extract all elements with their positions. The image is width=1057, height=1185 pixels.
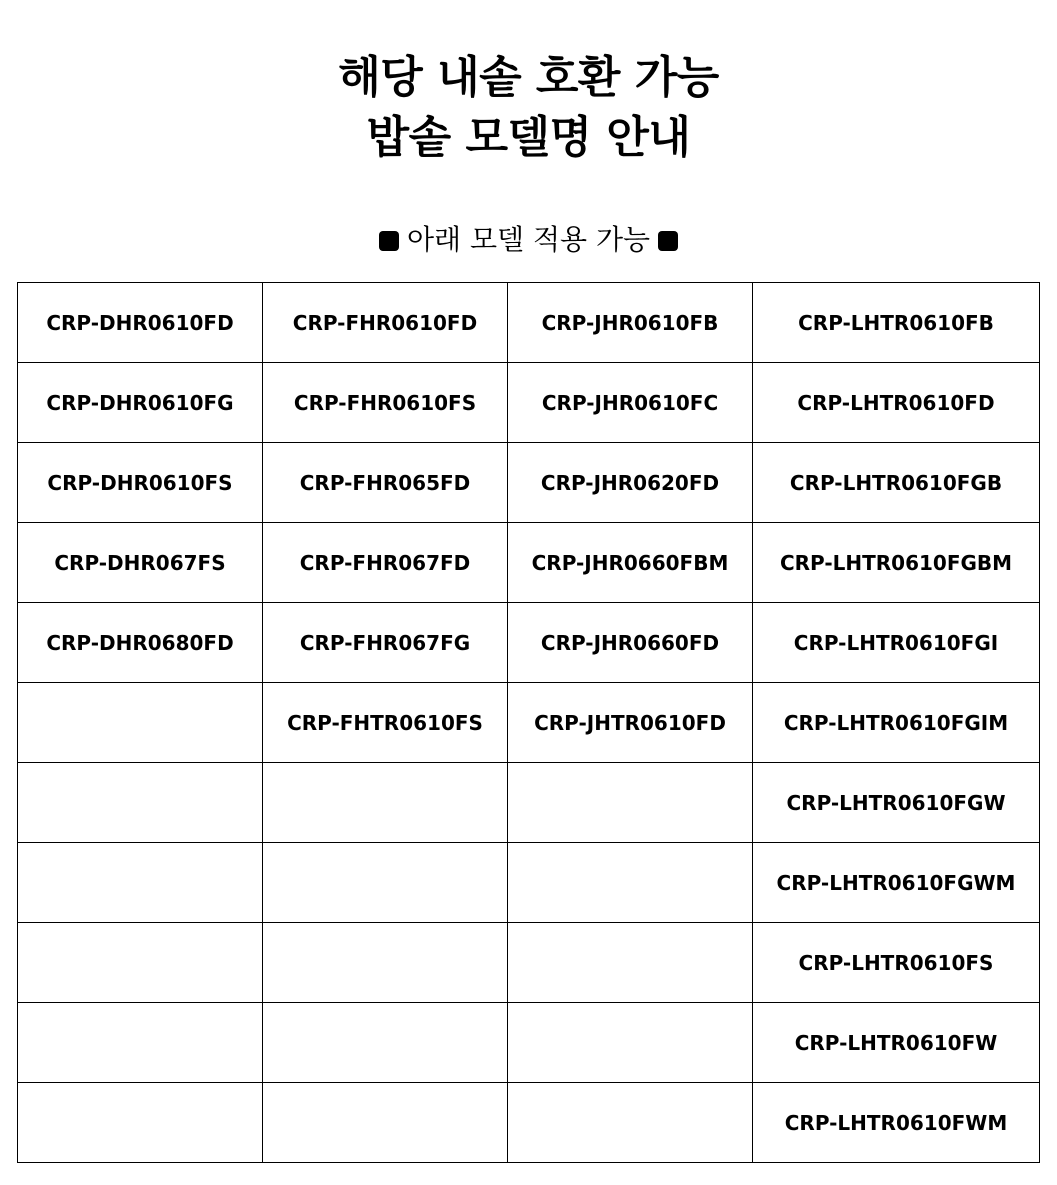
model-cell: CRP-DHR0610FG bbox=[18, 363, 263, 443]
model-cell: CRP-JHR0660FBM bbox=[508, 523, 753, 603]
model-cell: CRP-JHR0660FD bbox=[508, 603, 753, 683]
model-cell bbox=[18, 763, 263, 843]
subtitle-text: 아래 모델 적용 가능 bbox=[406, 223, 651, 256]
model-cell bbox=[508, 1003, 753, 1083]
model-cell: CRP-LHTR0610FGB bbox=[753, 443, 1040, 523]
model-cell: CRP-LHTR0610FGI bbox=[753, 603, 1040, 683]
model-cell bbox=[508, 923, 753, 1003]
model-cell: CRP-LHTR0610FGW bbox=[753, 763, 1040, 843]
table-row bbox=[18, 763, 1040, 843]
model-cell: CRP-JHR0610FC bbox=[508, 363, 753, 443]
title-line-1: 해당 내솥 호환 가능 bbox=[338, 52, 719, 103]
model-cell bbox=[18, 843, 263, 923]
model-cell bbox=[508, 843, 753, 923]
model-cell bbox=[18, 1083, 263, 1163]
table-row bbox=[18, 363, 1040, 443]
model-cell: CRP-DHR067FS bbox=[18, 523, 263, 603]
table-row bbox=[18, 843, 1040, 923]
model-cell: CRP-DHR0680FD bbox=[18, 603, 263, 683]
table-row bbox=[18, 683, 1040, 763]
page-title bbox=[0, 48, 1057, 168]
model-cell: CRP-FHTR0610FS bbox=[263, 683, 508, 763]
table-row bbox=[18, 283, 1040, 363]
model-cell: CRP-LHTR0610FS bbox=[753, 923, 1040, 1003]
model-cell: CRP-LHTR0610FB bbox=[753, 283, 1040, 363]
model-cell: CRP-LHTR0610FD bbox=[753, 363, 1040, 443]
model-cell: CRP-FHR067FG bbox=[263, 603, 508, 683]
model-cell: CRP-FHR067FD bbox=[263, 523, 508, 603]
table-row bbox=[18, 523, 1040, 603]
model-cell bbox=[18, 1003, 263, 1083]
model-cell: CRP-LHTR0610FGBM bbox=[753, 523, 1040, 603]
model-cell bbox=[263, 1003, 508, 1083]
model-cell bbox=[508, 763, 753, 843]
title-line-2: 밥솥 모델명 안내 bbox=[366, 112, 691, 163]
table-row bbox=[18, 443, 1040, 523]
model-cell: CRP-FHR0610FD bbox=[263, 283, 508, 363]
model-cell bbox=[263, 1083, 508, 1163]
model-cell: CRP-JHR0610FB bbox=[508, 283, 753, 363]
square-bullet-icon bbox=[658, 231, 678, 251]
table-row bbox=[18, 923, 1040, 1003]
model-cell bbox=[18, 923, 263, 1003]
table-row bbox=[18, 1083, 1040, 1163]
square-bullet-icon bbox=[379, 231, 399, 251]
table-row bbox=[18, 603, 1040, 683]
model-cell: CRP-LHTR0610FW bbox=[753, 1003, 1040, 1083]
model-cell: CRP-DHR0610FS bbox=[18, 443, 263, 523]
model-cell: CRP-JHTR0610FD bbox=[508, 683, 753, 763]
model-cell: CRP-LHTR0610FGIM bbox=[753, 683, 1040, 763]
section-subtitle bbox=[0, 218, 1057, 262]
table-row bbox=[18, 1003, 1040, 1083]
model-cell bbox=[263, 763, 508, 843]
model-cell: CRP-FHR0610FS bbox=[263, 363, 508, 443]
model-cell: CRP-FHR065FD bbox=[263, 443, 508, 523]
model-cell: CRP-LHTR0610FWM bbox=[753, 1083, 1040, 1163]
model-cell: CRP-JHR0620FD bbox=[508, 443, 753, 523]
model-cell bbox=[263, 843, 508, 923]
model-cell: CRP-LHTR0610FGWM bbox=[753, 843, 1040, 923]
model-cell bbox=[263, 923, 508, 1003]
model-cell bbox=[18, 683, 263, 763]
model-cell: CRP-DHR0610FD bbox=[18, 283, 263, 363]
model-cell bbox=[508, 1083, 753, 1163]
model-table bbox=[17, 282, 1040, 1163]
